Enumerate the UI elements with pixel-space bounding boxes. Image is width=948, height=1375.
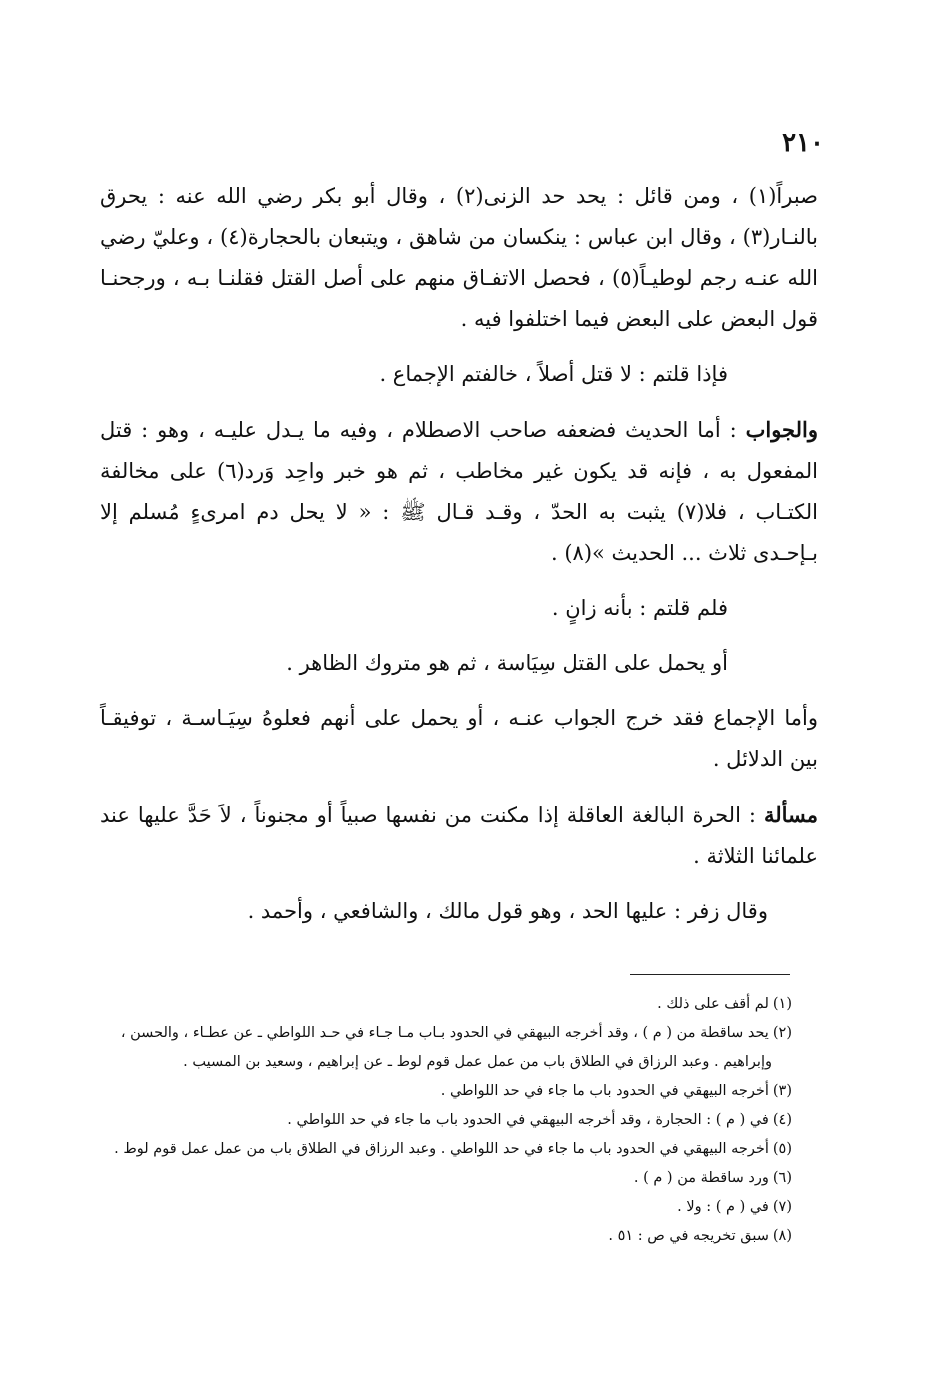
footnote-number: (١)	[772, 996, 792, 1012]
footnote-text: لم أقف على ذلك .	[657, 996, 769, 1012]
footnote	[100, 1222, 792, 1251]
paragraph-text: وقال زفر : عليها الحد ، وهو قول مالك ، والشافعي ، وأحمد .	[247, 899, 768, 923]
footnote-number: (٣)	[772, 1083, 792, 1099]
footnote-text: أخرجه البيهقي في الحدود باب ما جاء في حد اللواطي .	[440, 1083, 769, 1099]
paragraph	[100, 698, 818, 780]
footnote-number: (٤)	[772, 1112, 792, 1128]
footnote	[100, 1164, 792, 1193]
paragraph-text: أو يحمل على القتل سِيَاسة ، ثم هو متروك الظاهر .	[286, 651, 728, 675]
footnote	[100, 990, 792, 1019]
footnote-text: وإبراهيم . وعبد الرزاق في الطلاق باب من عمل عمل قوم لوط ـ عن إبراهيم ، وسعيد بن المسيب .	[183, 1054, 772, 1070]
footnote-text: سبق تخريجه في ص : ٥١ .	[608, 1228, 769, 1244]
page-number: ٢١٠	[782, 128, 824, 158]
footnote	[100, 1106, 792, 1135]
footnote-text: في ( م ) : ولا .	[677, 1199, 769, 1215]
footnote-number: (٢)	[772, 1025, 792, 1041]
footnote-continuation	[100, 1048, 792, 1077]
footnote-number: (٧)	[772, 1199, 792, 1215]
issue-paragraph	[100, 794, 818, 877]
footnote	[100, 1019, 792, 1048]
footnote	[100, 1193, 792, 1222]
footnote-number: (٦)	[772, 1170, 792, 1186]
paragraph-text: فإذا قلتم : لا قتل أصلاً ، خالفتم الإجماع .	[379, 362, 728, 386]
paragraph	[100, 891, 818, 932]
footnote-text: في ( م ) : الحجارة ، وقد أخرجه البيهقي في الحدود باب ما جاء في حد اللواطي .	[287, 1112, 769, 1128]
footnote-text: يحد ساقطة من ( م ) ، وقد أخرجه البيهقي في الحدود بـاب مـا جـاء في حـد اللواطي ـ عن عطـاء ، والحسن ،	[120, 1025, 769, 1041]
paragraph-text: صبراً(١) ، ومن قائل : يحد حد الزنى(٢) ، وقال أبو بكر رضي الله عنه : يحرق بالنـار(٣) ، وقال ابن عباس : ينكسان من شاهق ، ويتبعان بالحجارة(٤) ، وعليّ رضي الله عنـه رجم لوطيـاً(٥) ، فحصل الاتفـاق منهم على أصل القتل فقلنـا بـه ، ورجحنـا قول البعض على البعض فيما اختلفوا فيه .	[100, 184, 819, 331]
paragraph-text: وأما الإجماع فقد خرج الجواب عنـه ، أو يحمل على أنهم فعلوهُ سِيَـاسـة ، توفيقـاً بين الدلائل .	[100, 706, 818, 771]
footnote	[100, 1077, 792, 1106]
footnotes	[100, 990, 792, 1251]
answer-paragraph	[100, 409, 818, 574]
footnote-separator	[630, 974, 790, 975]
paragraph-text: : الحرة البالغة العاقلة إذا مكنت من نفسها صبياً أو مجنوناً ، لاَ حَدَّ عليها عند علمائنا الثلاثة .	[100, 803, 818, 868]
footnote-text: ورد ساقطة من ( م ) .	[633, 1170, 769, 1186]
footnote-text: أخرجه البيهقي في الحدود باب ما جاء في حد اللواطي . وعبد الرزاق في الطلاق باب من عمل عمل قوم لوط .	[114, 1141, 769, 1157]
paragraph	[100, 643, 818, 684]
main-text	[100, 175, 818, 946]
paragraph-lead: مسألة	[763, 802, 818, 827]
footnote-number: (٨)	[772, 1228, 792, 1244]
paragraph-text: : أما الحديث فضعفه صاحب الاصطلام ، وفيه ما يـدل عليـه ، وهو : قتل المفعول به ، فإنه قد يكون غير مخاطب ، ثم هو خبر واحِد وَرد(٦) على مخالفة الكتـاب ، فلا(٧) يثبت به الحدّ ، وقـد قـال ﷺ : « لا يحل دم امرىءٍ مُسلم إلا بـإحـدى ثلاث ... الحديث »(٨) .	[100, 418, 818, 565]
paragraph-text: فلم قلتم : بأنه زانٍ .	[551, 596, 728, 620]
paragraph-lead: والجواب	[745, 417, 818, 442]
paragraph	[100, 354, 818, 395]
footnote-number: (٥)	[772, 1141, 792, 1157]
paragraph	[100, 175, 818, 340]
paragraph	[100, 588, 818, 629]
footnote	[100, 1135, 792, 1164]
